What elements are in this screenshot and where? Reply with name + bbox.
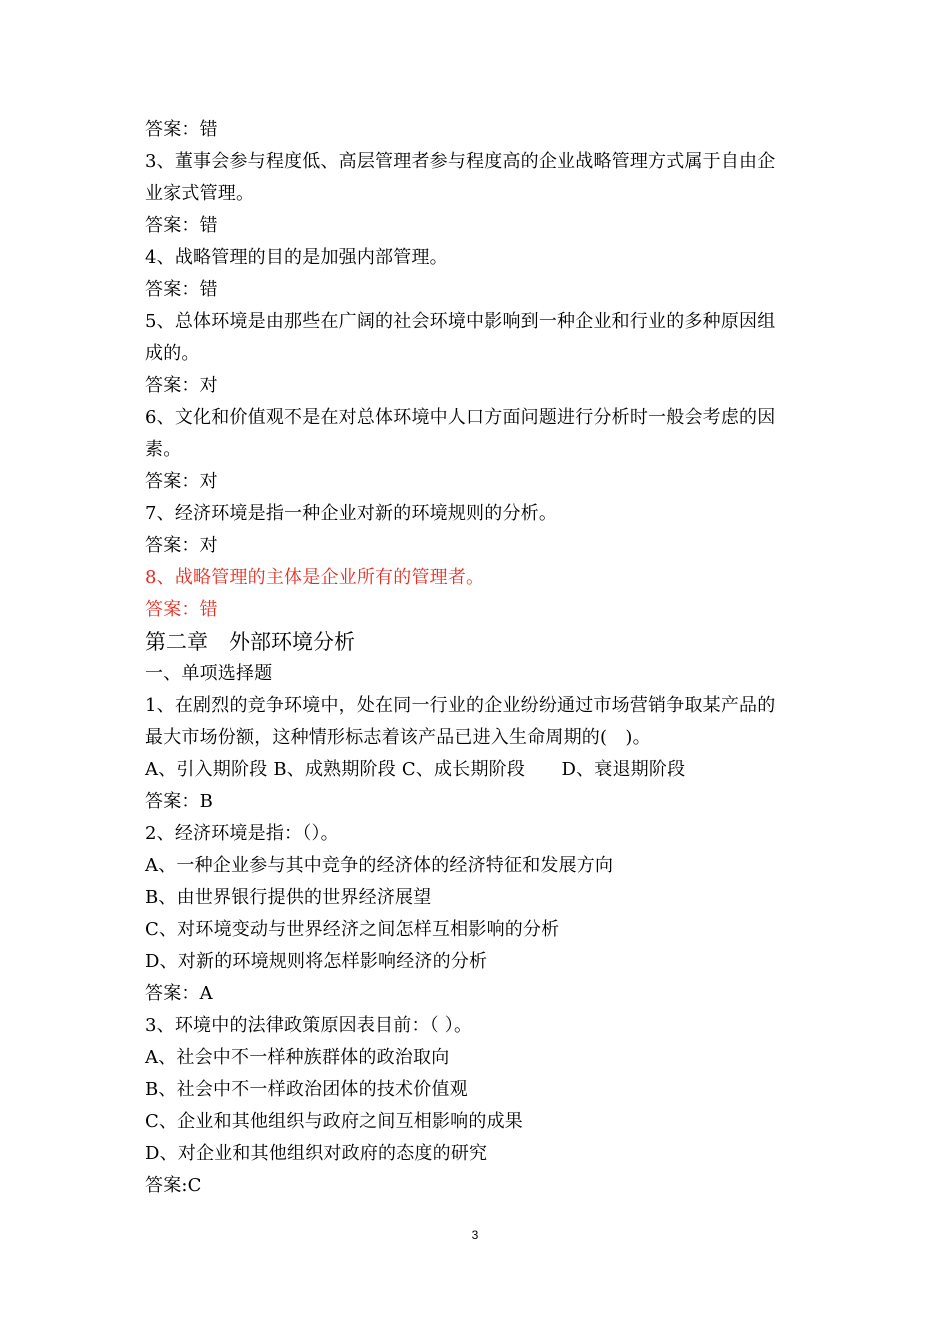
mcq-2-option-b: B、由世界银行提供的世界经济展望: [145, 887, 432, 908]
answer-line: 答案:C: [145, 1175, 202, 1196]
mcq-2-option-a: A、一种企业参与其中竞争的经济体的经济特征和发展方向: [145, 855, 614, 876]
mcq-3-option-a: A、社会中不一样种族群体的政治取向: [145, 1047, 450, 1068]
question-5-line-2: 成的。: [145, 343, 200, 364]
answer-line: 答案：A: [145, 983, 213, 1004]
answer-line: 答案：对: [145, 375, 218, 396]
question-8-highlighted: 8、战略管理的主体是企业所有的管理者。: [145, 567, 485, 588]
answer-line: 答案：错: [145, 215, 218, 236]
section-heading: 一、单项选择题: [145, 663, 273, 684]
answer-line-highlighted: 答案：错: [145, 599, 218, 620]
mcq-1-line-1: 1、在剧烈的竞争环境中，处在同一行业的企业纷纷通过市场营销争取某产品的: [145, 695, 776, 716]
question-7: 7、经济环境是指一种企业对新的环境规则的分析。: [145, 503, 558, 524]
mcq-1-line-2: 最大市场份额，这种情形标志着该产品已进入生命周期的( )。: [145, 727, 651, 748]
mcq-2-option-c: C、对环境变动与世界经济之间怎样互相影响的分析: [145, 919, 560, 940]
answer-line: 答案：对: [145, 471, 218, 492]
mcq-2-option-d: D、对新的环境规则将怎样影响经济的分析: [145, 951, 488, 972]
question-3-line-2: 业家式管理。: [145, 183, 255, 204]
answer-line: 答案：B: [145, 791, 214, 812]
document-body: [145, 114, 815, 1202]
question-3-line-1: 3、董事会参与程度低、高层管理者参与程度高的企业战略管理方式属于自由企: [145, 151, 776, 172]
question-5-line-1: 5、总体环境是由那些在广阔的社会环境中影响到一种企业和行业的多种原因组: [145, 311, 776, 332]
mcq-2-question: 2、经济环境是指：（）。: [145, 823, 339, 844]
answer-line: 答案：错: [145, 279, 218, 300]
question-4: 4、战略管理的目的是加强内部管理。: [145, 247, 448, 268]
mcq-3-option-b: B、社会中不一样政治团体的技术价值观: [145, 1079, 468, 1100]
chapter-heading: 第二章 外部环境分析: [145, 630, 355, 654]
mcq-3-option-c: C、企业和其他组织与政府之间互相影响的成果: [145, 1111, 523, 1132]
question-6-line-1: 6、文化和价值观不是在对总体环境中人口方面问题进行分析时一般会考虑的因: [145, 407, 776, 428]
page-number: 3: [471, 1228, 479, 1242]
mcq-3-option-d: D、对企业和其他组织对政府的态度的研究: [145, 1143, 488, 1164]
answer-line: 答案：对: [145, 535, 218, 556]
question-6-line-2: 素。: [145, 439, 182, 460]
mcq-1-options: A、引入期阶段 B、成熟期阶段 C、成长期阶段 D、衰退期阶段: [145, 759, 686, 780]
answer-line: 答案：错: [145, 119, 218, 140]
mcq-3-question: 3、环境中的法律政策原因表目前：（ ）。: [145, 1015, 473, 1036]
